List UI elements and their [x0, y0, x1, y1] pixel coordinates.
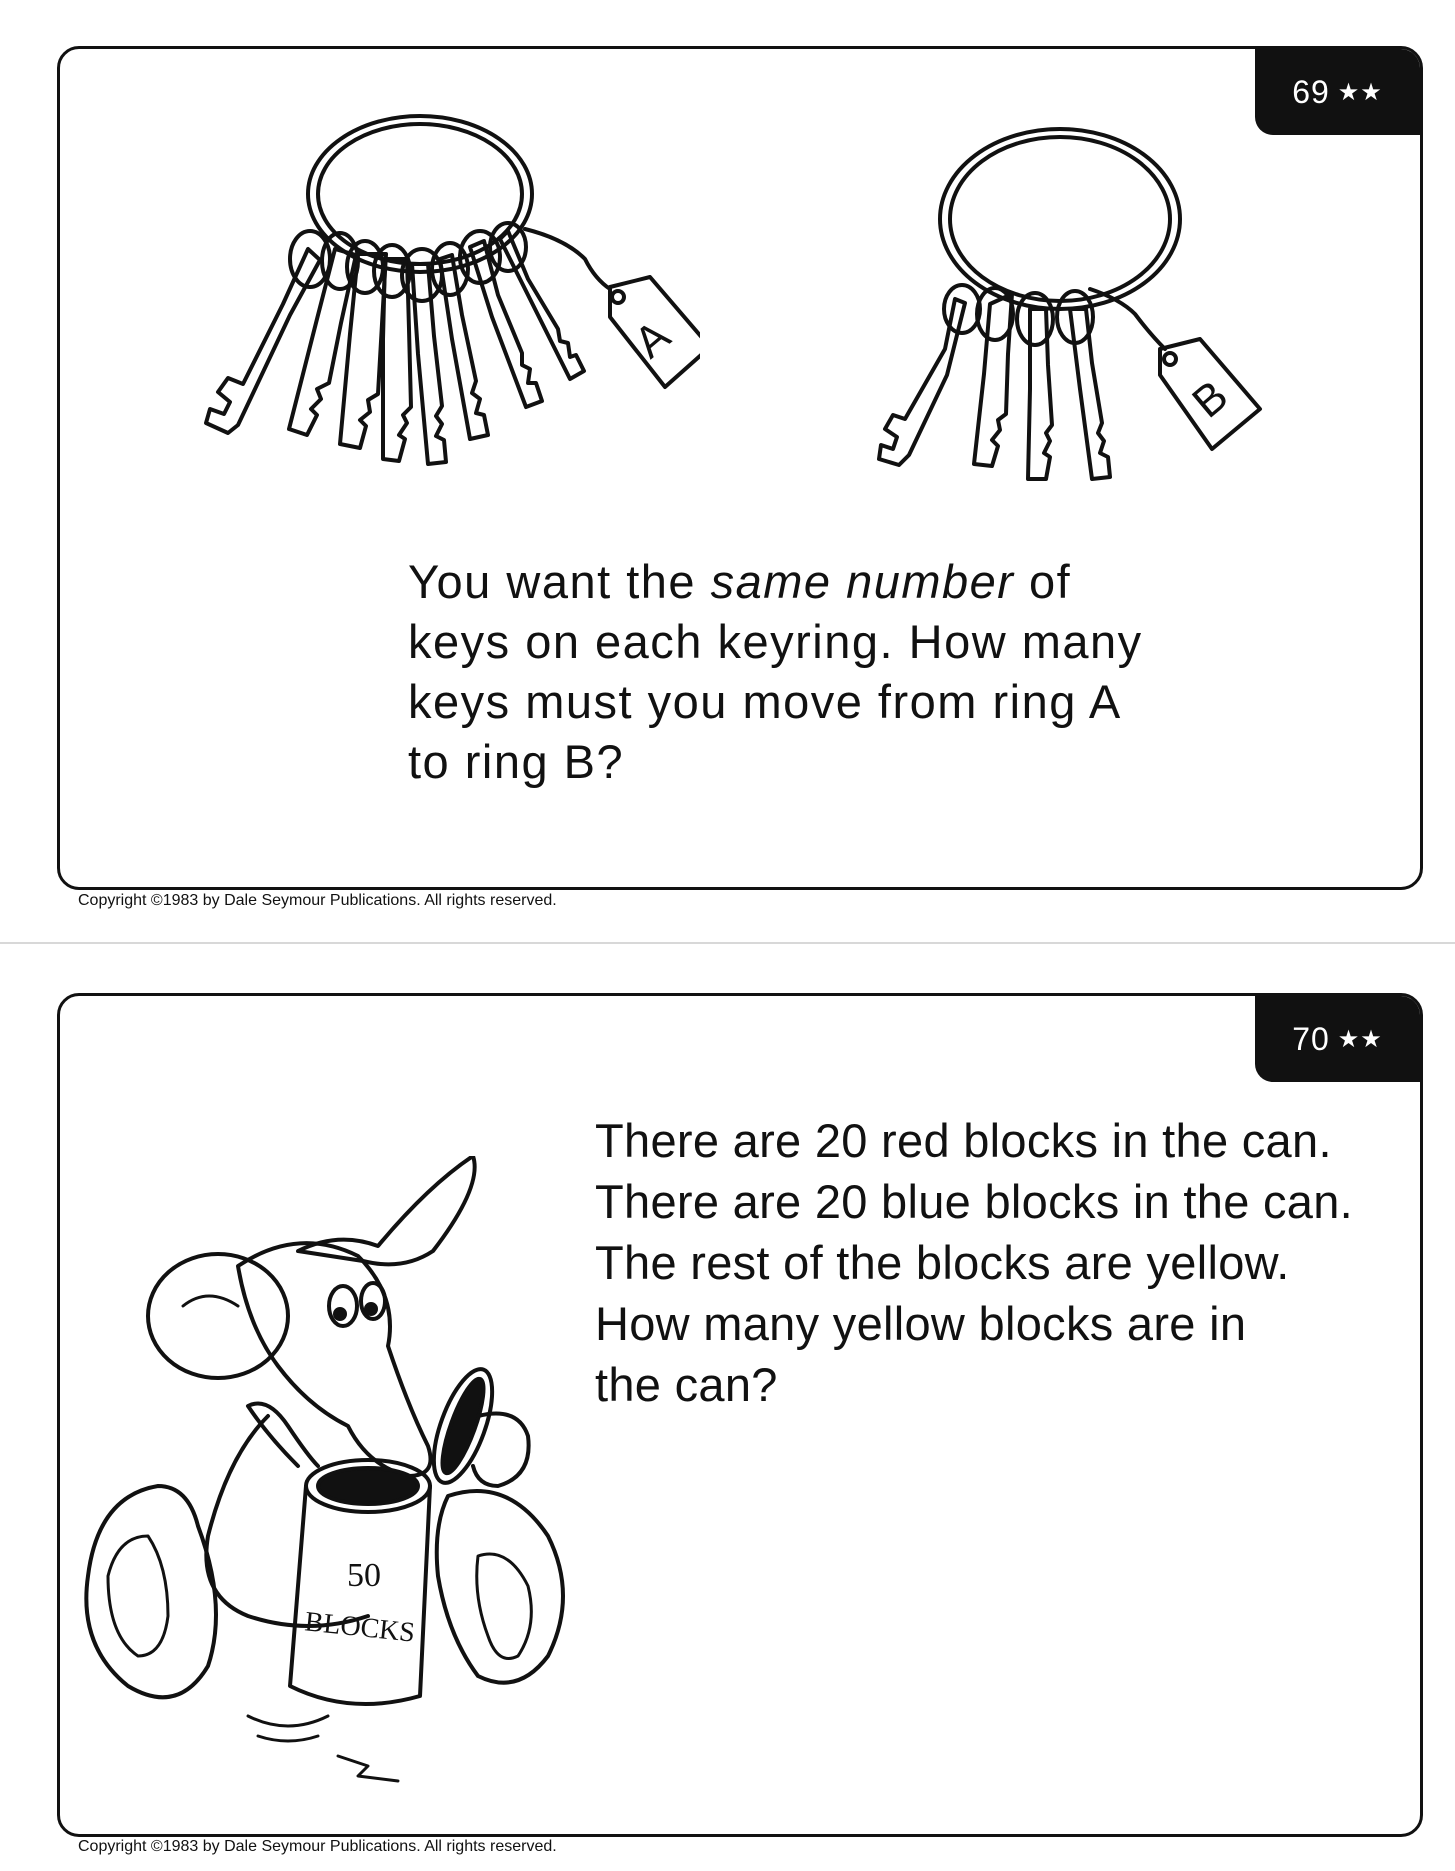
copyright-notice: Copyright ©1983 by Dale Seymour Publications. All rights reserved. — [78, 1838, 557, 1855]
card-number: 69 — [1292, 73, 1330, 110]
copyright-notice: Copyright ©1983 by Dale Seymour Publications. All rights reserved. — [78, 892, 557, 909]
problem-card-69 — [57, 46, 1423, 890]
mouse-with-can-illustration — [68, 1156, 598, 1796]
difficulty-stars: ★★ — [1337, 78, 1383, 106]
question-emphasis: same number — [710, 555, 1015, 608]
keyring-a-illustration — [140, 99, 700, 499]
question-part: of keys on each keyring. How many keys must you move from ring A to ring B? — [408, 555, 1143, 788]
question-part: You want the — [408, 555, 711, 608]
card-number: 70 — [1292, 1020, 1330, 1057]
problem-text: There are 20 red blocks in the can. There are 20 blue blocks in the can. The rest of the blocks are yellow. How many yellow blocks are in the can? — [595, 1114, 1354, 1411]
problem-card-70 — [57, 993, 1423, 1837]
can-label-text: BLOCKS — [303, 1606, 417, 1649]
card-number-badge — [1255, 996, 1420, 1082]
tag-a-label: A — [625, 311, 680, 368]
can-label-number: 50 — [347, 1557, 381, 1594]
difficulty-stars: ★★ — [1337, 1025, 1383, 1053]
tag-b-label: B — [1183, 371, 1238, 428]
page-divider — [0, 942, 1455, 944]
keyring-b-illustration — [870, 109, 1390, 489]
problem-text — [408, 552, 1228, 792]
